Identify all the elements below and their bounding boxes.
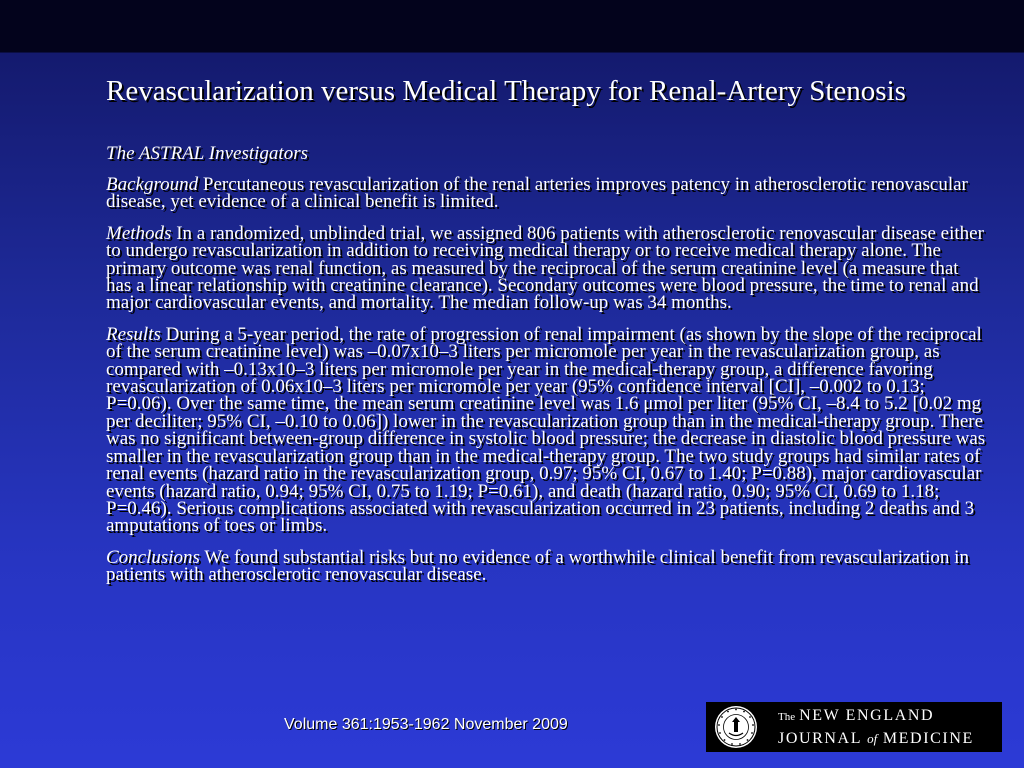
nejm-medicine: MEDICINE bbox=[882, 730, 974, 747]
article-authors: The ASTRAL Investigators bbox=[106, 143, 308, 164]
section-background bbox=[106, 176, 986, 211]
section-heading-conclusions: Conclusions bbox=[106, 546, 200, 568]
section-conclusions bbox=[106, 546, 986, 586]
section-methods bbox=[106, 222, 986, 314]
nejm-of: of bbox=[867, 731, 878, 746]
article-title: Revascularization versus Medical Therapy for Renal-Artery Stenosis bbox=[106, 75, 906, 107]
journal-citation: Volume 361:1953-1962 November 2009 bbox=[284, 716, 568, 733]
section-results bbox=[106, 323, 986, 537]
nejm-the: The bbox=[778, 711, 796, 723]
nejm-journal: JOURNAL bbox=[778, 730, 862, 747]
section-text-methods: In a randomized, unblinded trial, we assigned 806 patients with atherosclerotic renovascular disease either to undergo revascularization in addition to receiving medical therapy or to receive medical therapy alone. The primary outcome was renal function, as measured by the reciprocal of the serum creatinine level (a measure that has a linear relationship with creatinine clearance). Secondary outcomes were blood pressure, the time to renal and major cardiovascular events, and mortality. The median follow-up was 34 months. bbox=[106, 222, 984, 314]
section-text-results: During a 5-year period, the rate of progression of renal impairment (as shown by the slope of the reciprocal of the serum creatinine level) was –0.07x10–3 liters per micromole per year in the revascularization group, as compared with –0.13x10–3 liters per micromole per year in the medical-therapy group, a difference favoring revascularization of 0.06x10–3 liters per micromole per year (95% confidence interval [CI], –0.002 to 0.13; P=0.06). Over the same time, the mean serum creatinine level was 1.6 μmol per liter (95% CI, –8.4 to 5.2 [0.02 mg per deciliter; 95% CI, –0.10 to 0.06]) lower in the revascularization group than in the medical-therapy group. There was no significant between-group difference in systolic blood pressure; the decrease in diastolic blood pressure was smaller in the revascularization group than in the medical-therapy group. The two study groups had similar rates of renal events (hazard ratio in the revascularization group, 0.97; 95% CI, 0.67 to 1.40; P=0.88), major cardiovascular events (hazard ratio, 0.94; 95% CI, 0.75 to 1.19; P=0.61), and death (hazard ratio, 0.90; 95% CI, 0.69 to 1.18; P=0.46). Serious complications associated with revascularization occurred in 23 patients, including 2 deaths and 3 amputations of toes or limbs. bbox=[106, 323, 986, 537]
section-heading-methods: Methods bbox=[106, 222, 172, 244]
top-dark-band bbox=[0, 0, 1024, 52]
nejm-logo bbox=[706, 702, 1002, 752]
section-text-conclusions: We found substantial risks but no evidence of a worthwhile clinical benefit from revascularization in patients with atherosclerotic renovascular disease. bbox=[106, 546, 969, 586]
abstract-slide bbox=[106, 75, 986, 598]
section-text-background: Percutaneous revascularization of the renal arteries improves patency in atherosclerotic renovascular disease, yet evidence of a clinical benefit is limited. bbox=[106, 174, 968, 213]
nejm-wordmark bbox=[778, 705, 974, 749]
nejm-new-england: NEW ENGLAND bbox=[799, 707, 935, 724]
society-seal-icon bbox=[714, 705, 758, 749]
section-heading-results: Results bbox=[106, 323, 161, 345]
section-heading-background: Background bbox=[106, 174, 199, 195]
